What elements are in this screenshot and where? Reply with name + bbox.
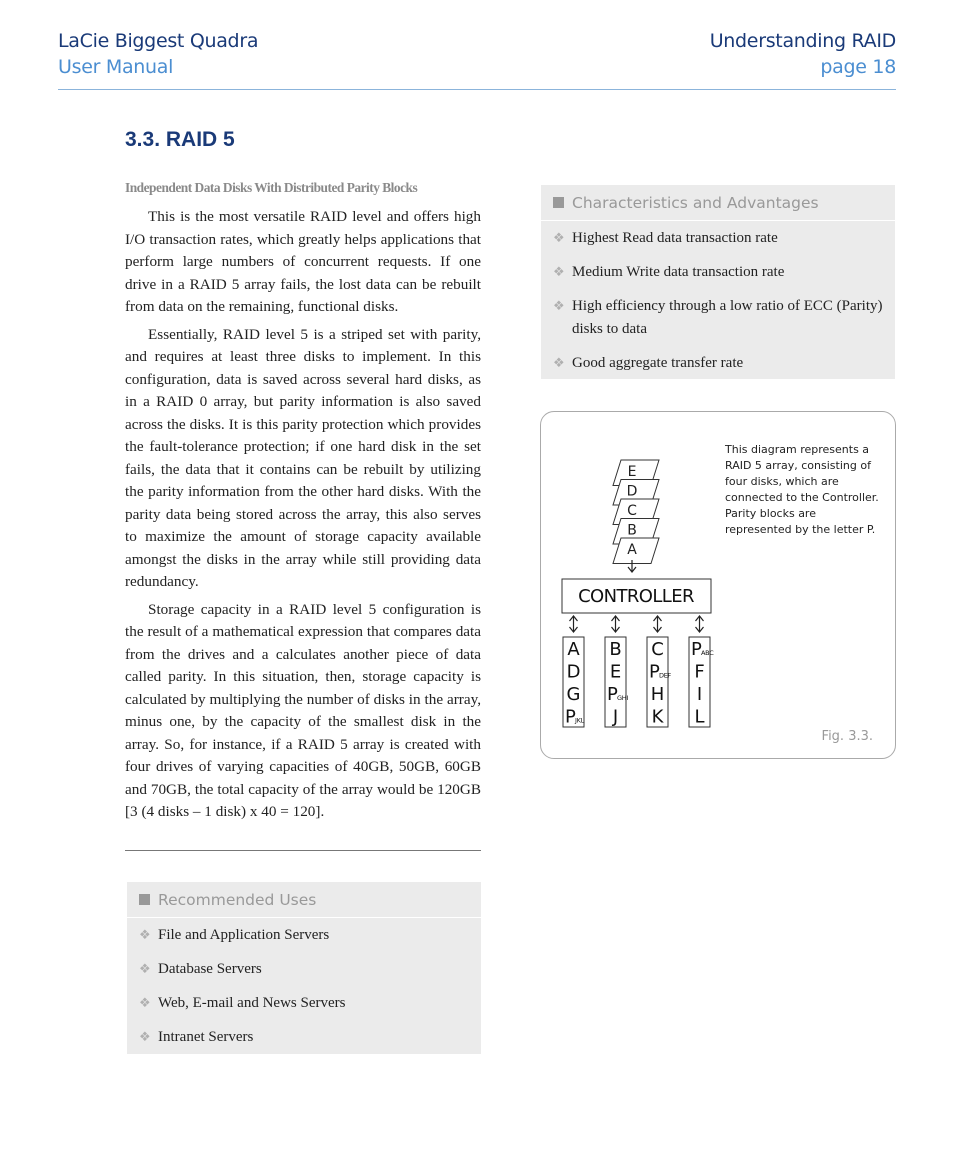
- paragraph: Essentially, RAID level 5 is a striped set with parity, and requires at least three disks to implement. In this configuration, data is saved across several hard disks, as in a RAID 0 array, but parity information is also saved across the disks. It is this parity protection which provides the fault-tolerance protection; if one hard disk in the set fails, the data that it contains can be rebuilt by utilizing the parity information from the other hard disks. With the parity data being stored across the array, this also serves to maximize the amount of storage capacity available amongst the disks in the array while still providing data redundancy.: [125, 325, 481, 590]
- parity-subscript: JKL: [575, 716, 584, 725]
- parity-subscript: ABC: [701, 649, 714, 657]
- diamond-bullet-icon: ❖: [553, 230, 565, 245]
- diamond-bullet-icon: ❖: [139, 1029, 151, 1044]
- data-block: H: [650, 684, 665, 705]
- parity-block: P: [565, 706, 576, 728]
- parity-subscript: DEF: [659, 671, 671, 680]
- recommended-uses-header: [127, 882, 481, 918]
- recommended-uses-list: [127, 918, 481, 1064]
- input-block-label: A: [627, 542, 637, 558]
- data-block: K: [651, 706, 664, 728]
- diamond-bullet-icon: ❖: [553, 298, 565, 313]
- section-name: Understanding RAID: [709, 30, 896, 52]
- paragraph: This is the most versatile RAID level and offers high I/O transaction rates, which greatly helps applications that perform large numbers of concurrent requests. If one drive in a RAID 5 array fails, the lost data can be rebuilt from data on the remaining, functional disks.: [125, 208, 481, 315]
- subheading: Independent Data Disks With Distributed Parity Blocks: [125, 180, 418, 195]
- data-block: A: [567, 639, 580, 660]
- list-item: [553, 352, 883, 375]
- list-item: [553, 295, 883, 340]
- list-item: [139, 958, 469, 981]
- header-divider: [58, 89, 896, 90]
- diamond-bullet-icon: ❖: [139, 995, 151, 1010]
- data-block: D: [566, 661, 581, 683]
- figure-description: This diagram represents a RAID 5 array, consisting of four disks, which are connected to the Controller. Parity blocks are represented by the letter P.: [725, 443, 879, 536]
- list-item: [553, 261, 883, 284]
- data-block: C: [651, 639, 664, 660]
- data-block: E: [609, 661, 622, 683]
- data-block: L: [694, 706, 705, 728]
- recommended-uses-box: [127, 882, 481, 1054]
- parity-block: P: [691, 639, 702, 660]
- list-item-text: Web, E-mail and News Servers: [158, 995, 346, 1011]
- list-item-text: Good aggregate transfer rate: [572, 354, 744, 371]
- manual-label: User Manual: [58, 56, 174, 78]
- characteristics-box: [541, 185, 895, 379]
- data-block: F: [694, 661, 705, 683]
- recommended-uses-title: Recommended Uses: [158, 890, 317, 909]
- input-block-label: E: [627, 464, 637, 480]
- parity-block: P: [649, 661, 660, 683]
- list-item-text: Highest Read data transaction rate: [572, 230, 778, 246]
- controller-label: CONTROLLER: [578, 586, 694, 607]
- section-title: 3.3. RAID 5: [125, 128, 235, 151]
- parity-subscript: GHI: [617, 694, 628, 702]
- list-item: [139, 992, 469, 1015]
- diamond-bullet-icon: ❖: [139, 961, 151, 976]
- parity-block: P: [607, 684, 618, 705]
- list-item: [139, 1026, 469, 1049]
- list-item-text: Intranet Servers: [158, 1029, 254, 1045]
- list-item-text: File and Application Servers: [158, 927, 330, 943]
- characteristics-title: Characteristics and Advantages: [572, 193, 819, 212]
- data-block: G: [566, 684, 581, 705]
- body-text: [125, 206, 481, 829]
- input-block-label: D: [626, 483, 638, 500]
- input-block-label: B: [627, 522, 637, 539]
- characteristics-header: [541, 185, 895, 221]
- figure-caption: Fig. 3.3.: [821, 729, 873, 744]
- list-item-text: Medium Write data transaction rate: [572, 264, 785, 280]
- data-block: J: [612, 706, 619, 728]
- list-item-text: High efficiency through a low ratio of ECC (Parity) disks to data: [572, 298, 883, 337]
- header-left: [58, 28, 258, 80]
- list-item: [553, 227, 883, 250]
- diamond-bullet-icon: ❖: [139, 927, 151, 942]
- list-item-text: Database Servers: [158, 961, 262, 977]
- header-right: [710, 28, 896, 80]
- square-bullet-icon: [139, 894, 150, 905]
- list-item: [139, 924, 469, 947]
- characteristics-list: [541, 221, 895, 390]
- data-block: I: [696, 684, 703, 705]
- input-block-label: C: [627, 503, 637, 519]
- diamond-bullet-icon: ❖: [553, 264, 565, 279]
- paragraph: Storage capacity in a RAID level 5 configuration is the result of a mathematical expression that compares data from the drives and a calculates another piece of data called parity. In this situation, then, storage capacity is calculated by multiplying the number of disks in the array, minus one, by the capacity of the smallest disk in the array. So, for instance, if a RAID 5 array is created with four drives of varying capacities of 40GB, 50GB, 60GB and 70GB, the total capacity of the array would be 120GB [3 (4 disks – 1 disk) x 40 = 120].: [125, 600, 481, 820]
- raid5-figure: [540, 411, 896, 759]
- data-block: B: [609, 639, 622, 660]
- column-divider: [125, 850, 481, 851]
- square-bullet-icon: [553, 197, 564, 208]
- diamond-bullet-icon: ❖: [553, 354, 565, 370]
- product-title: LaCie Biggest Quadra: [58, 30, 259, 52]
- page-number: page 18: [820, 56, 896, 78]
